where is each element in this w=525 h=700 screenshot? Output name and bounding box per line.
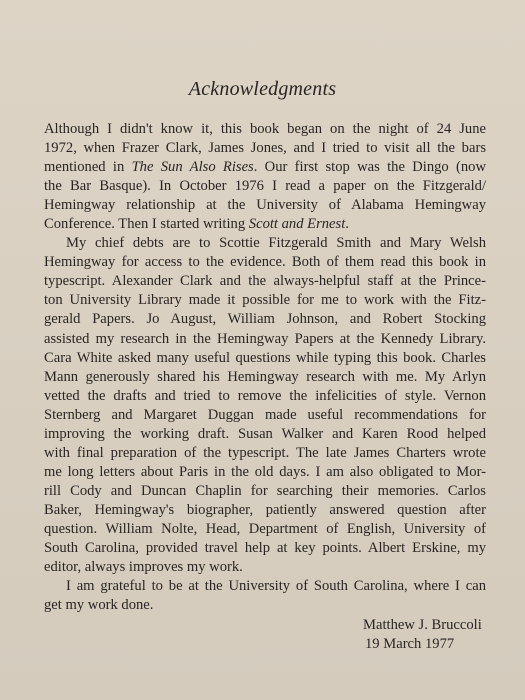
- text-line: Cara White asked many useful questions while typing this book. Charles: [44, 349, 486, 366]
- text-line: Sternberg and Margaret Duggan made useful recommendations for: [44, 406, 486, 423]
- acknowledgments-text: [44, 120, 486, 615]
- text-line: Although I didn't know it, this book began on the night of 24 June: [44, 121, 486, 137]
- text-line: South Carolina, provided travel help at key points. Albert Erskine, my: [44, 540, 486, 557]
- signature-block: [363, 616, 482, 654]
- text-line: typescript. Alexander Clark and the always-helpful staff at the Prince-: [44, 273, 486, 290]
- signature-date: 19 March 1977: [365, 636, 455, 652]
- text-line: gerald Papers. Jo August, William Johnson, and Robert Stocking: [44, 311, 486, 328]
- text-line: Hemingway for access to the evidence. Both of them read this book in: [44, 254, 486, 271]
- italic-title: Scott and Ernest: [248, 216, 346, 233]
- text-line: me long letters about Paris in the old days. I am also obligated to Mor-: [44, 463, 486, 480]
- text-line: the Bar Basque). In October 1976 I read a paper on the Fitzgerald/: [44, 178, 486, 195]
- text-line: with final preparation of the typescript. The late James Charters wrote: [44, 444, 486, 461]
- page-title: Acknowledgments: [188, 78, 337, 100]
- text-line: My chief debts are to Scottie Fitzgerald Smith and Mary Welsh: [66, 235, 486, 252]
- text-line: ton University Library made it possible for me to work with the Fitz-: [44, 292, 486, 309]
- text-line: Hemingway relationship at the University of Alabama Hemingway: [44, 197, 486, 214]
- text-line: I am grateful to be at the University of South Carolina, where I can: [66, 578, 486, 595]
- text-line: Conference. Then I started writing Scott and Ernest.: [44, 216, 349, 233]
- text-line: Baker, Hemingway's biographer, patiently answered question after: [44, 501, 486, 518]
- italic-title: The Sun Also Rises: [131, 159, 254, 176]
- text-line: get my work done.: [44, 597, 154, 614]
- text-line: mentioned in The Sun Also Rises. Our first stop was the Dingo (now: [44, 159, 486, 176]
- author-name: Matthew J. Bruccoli: [363, 617, 482, 633]
- text-line: improving the working draft. Susan Walker and Karen Rood helped: [44, 425, 486, 442]
- text-line: assisted my research in the Hemingway Papers at the Kennedy Library.: [44, 330, 486, 347]
- text-line: question. William Nolte, Head, Department of English, University of: [44, 520, 486, 537]
- text-line: 1972, when Frazer Clark, James Jones, and I tried to visit all the bars: [44, 140, 486, 157]
- text-line: vetted the drafts and tried to remove the infelicities of style. Vernon: [44, 387, 486, 404]
- text-line: editor, always improves my work.: [44, 559, 243, 576]
- text-line: rill Cody and Duncan Chaplin for searching their memories. Carlos: [44, 482, 486, 499]
- text-line: Mann generously shared his Hemingway research with me. My Arlyn: [44, 368, 486, 385]
